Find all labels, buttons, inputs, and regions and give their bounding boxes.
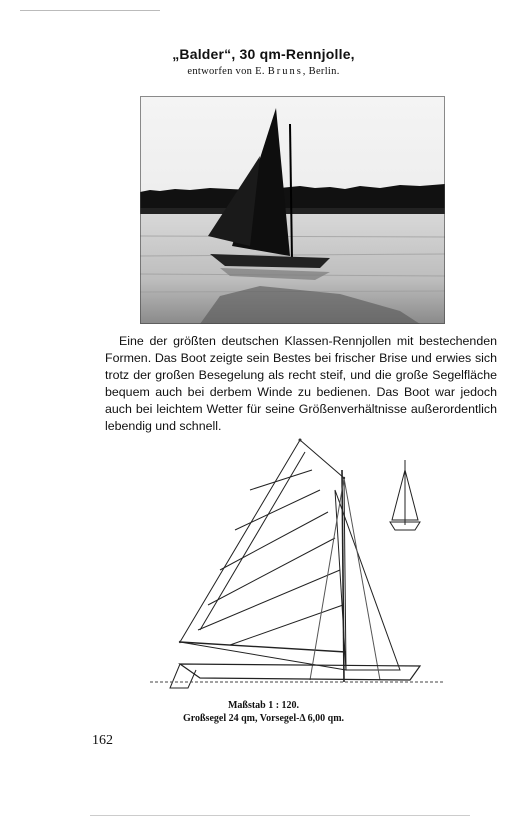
subtitle-prefix: entworfen von E. (187, 66, 265, 77)
page-title: „Balder“, 30 qm-Rennjolle, (172, 46, 355, 62)
page-number: 162 (92, 733, 113, 748)
bottom-rule (90, 815, 470, 816)
designer-name: Bruns (267, 66, 303, 77)
sail-plan-drawing (140, 430, 460, 698)
description-paragraph (105, 333, 497, 435)
sailboat-photo-image (140, 96, 445, 324)
scale-caption: Maßstab 1 : 120. (227, 700, 300, 711)
page-subtitle (0, 66, 527, 77)
sail-plan-svg (140, 430, 460, 698)
subtitle-suffix: , Berlin. (302, 66, 340, 77)
sail-area-caption: Großsegel 24 qm, Vorsegel-Δ 6,00 qm. (182, 713, 345, 724)
top-rule (20, 10, 160, 11)
sailboat-photo (140, 96, 445, 324)
description-text: Eine der größten deutschen Klassen-Rennjollen mit bestechenden Formen. Das Boot zeigte sein Bestes bei frischer Brise und erwies sich trotz der großen Besegelung als recht steif, und die große Segelfläche bequem auch bei derbem Winde zu bedienen. Das Boot war jedoch auch bei leichtem Wetter für seine Größenverhältnisse außerordentlich lebendig und schnell. (105, 334, 497, 433)
